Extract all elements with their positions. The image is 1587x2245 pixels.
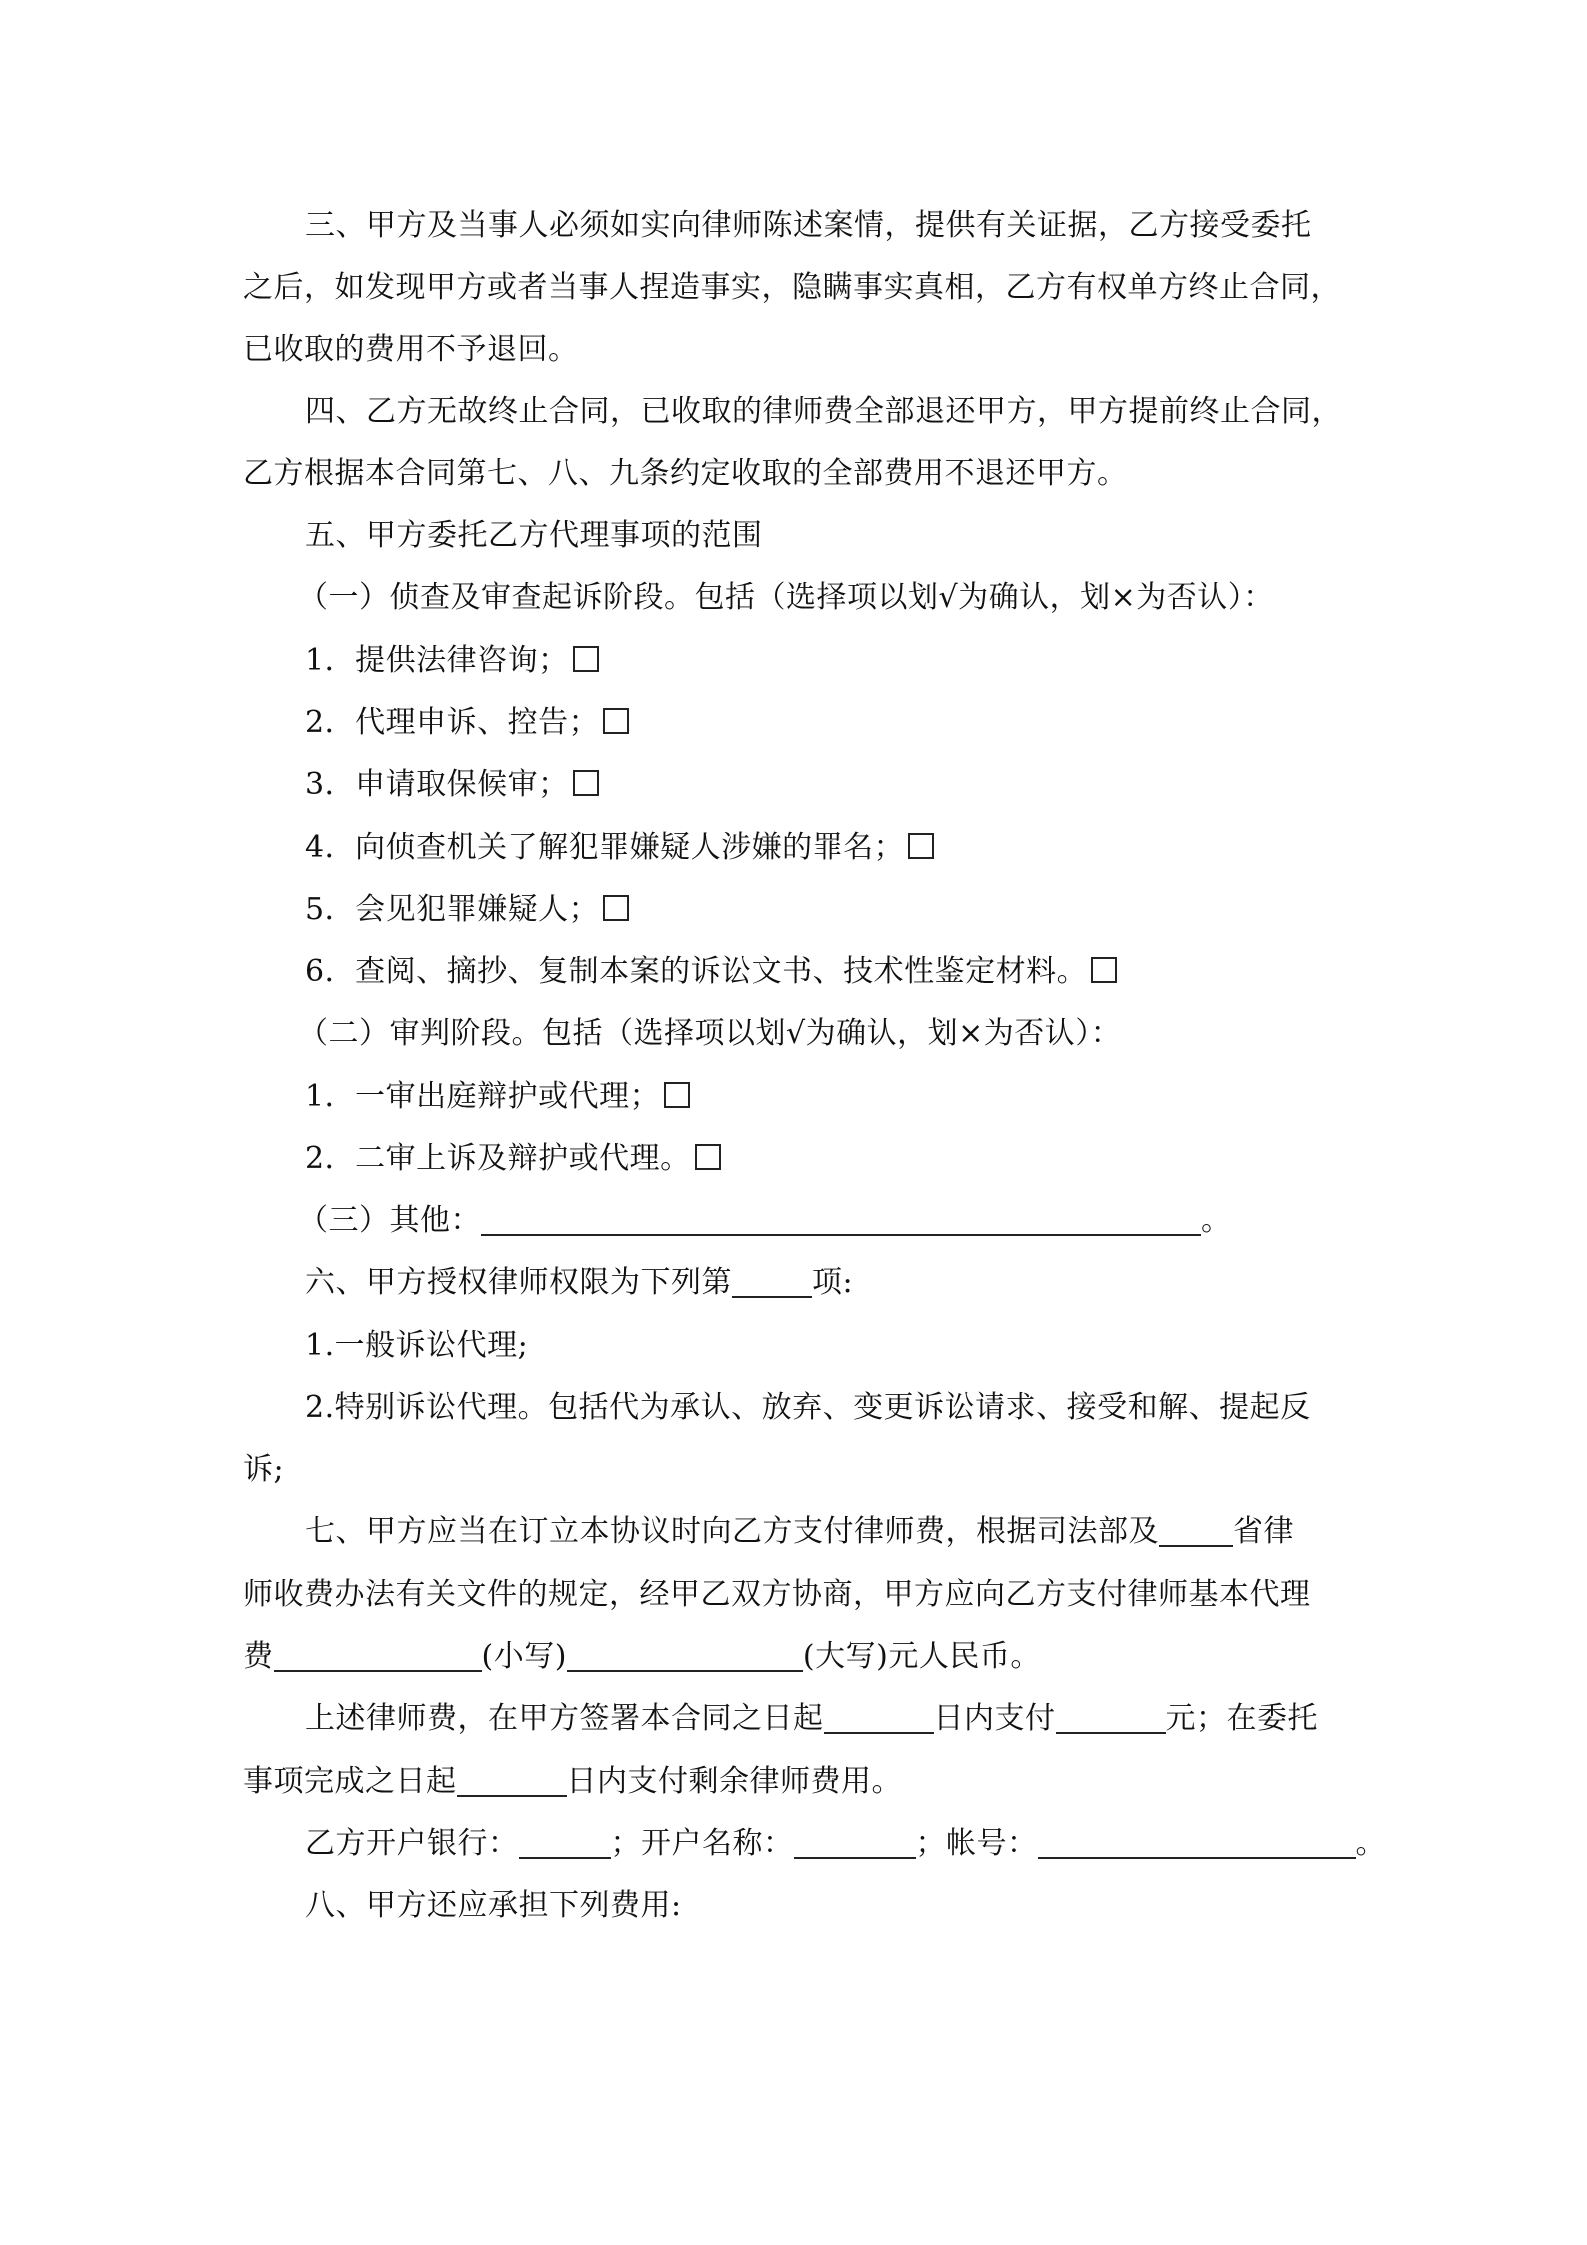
payment-amount-field[interactable] (1056, 1702, 1166, 1734)
account-number-field[interactable] (1038, 1827, 1356, 1859)
clause7-line3 (243, 1637, 1041, 1677)
clause7-line1-post: 省律 (1233, 1514, 1294, 1549)
clause7-line2: 师收费办法有关文件的规定，经甲乙双方协商，甲方应向乙方支付律师基本代理 (243, 1577, 1311, 1612)
checkbox-icon[interactable] (573, 770, 599, 796)
clause6-pre: 六、甲方授权律师权限为下列第 (305, 1265, 732, 1300)
part1-item-2-text: 2．代理申诉、控告； (305, 705, 600, 740)
part2-item-2-text: 2．二审上诉及辩护或代理。 (305, 1141, 691, 1176)
remaining-days-field[interactable] (457, 1765, 567, 1797)
part2-item-1 (305, 1077, 690, 1117)
checkbox-icon[interactable] (603, 708, 629, 734)
authority-blank-field[interactable] (732, 1266, 812, 1298)
part2-item-1-text: 1．一审出庭辩护或代理； (305, 1079, 661, 1114)
clause4-line1: 四、乙方无故终止合同，已收取的律师费全部退还甲方，甲方提前终止合同， (305, 394, 1342, 429)
payment-line2-b: 日内支付剩余律师费用。 (566, 1764, 902, 1799)
part3-other (298, 1201, 1232, 1241)
account-name-field[interactable] (794, 1827, 916, 1859)
clause7-line1-pre: 七、甲方应当在订立本协议时向乙方支付律师费，根据司法部及 (305, 1514, 1159, 1549)
lowercase-label: (小写) (481, 1639, 567, 1674)
clause7-line1 (305, 1512, 1294, 1552)
checkbox-icon[interactable] (695, 1144, 721, 1170)
bank-line (305, 1824, 1386, 1864)
part3-end: 。 (1201, 1203, 1232, 1238)
part1-item-3-text: 3．申请取保候审； (305, 767, 569, 802)
clause5-title: 五、甲方委托乙方代理事项的范围 (305, 518, 763, 553)
part1-item-4 (305, 828, 934, 868)
part1-heading: （一）侦查及审查起诉阶段。包括（选择项以划√为确认，划×为否认）： (298, 580, 1274, 615)
payment-line1-b: 日内支付 (933, 1701, 1056, 1736)
account-number-label: ；帐号： (915, 1826, 1038, 1861)
clause6-item1: 1.一般诉讼代理; (305, 1328, 529, 1363)
payment-line1-a: 上述律师费，在甲方签署本合同之日起 (305, 1701, 824, 1736)
payment-line1-c: 元；在委托 (1165, 1701, 1318, 1736)
clause3-line2: 之后，如发现甲方或者当事人捏造事实，隐瞒事实真相，乙方有权单方终止合同， (243, 270, 1341, 305)
part1-item-5-text: 5．会见犯罪嫌疑人； (305, 892, 600, 927)
payment-line2-a: 事项完成之日起 (243, 1764, 457, 1799)
bank-end: 。 (1355, 1826, 1386, 1861)
part1-item-5 (305, 890, 629, 930)
checkbox-icon[interactable] (1091, 957, 1117, 983)
payment-line1 (305, 1699, 1318, 1739)
bank-label: 乙方开户银行： (305, 1826, 519, 1861)
part2-heading: （二）审判阶段。包括（选择项以划√为确认，划×为否认）： (298, 1016, 1122, 1051)
other-blank-field[interactable] (481, 1204, 1201, 1236)
clause3-line1: 三、甲方及当事人必须如实向律师陈述案情，提供有关证据，乙方接受委托 (305, 208, 1312, 243)
clause6-title (305, 1263, 853, 1303)
clause6-post: 项: (812, 1265, 854, 1300)
checkbox-icon[interactable] (573, 646, 599, 672)
clause8-title: 八、甲方还应承担下列费用: (305, 1888, 682, 1923)
checkbox-icon[interactable] (603, 895, 629, 921)
payment-days-field[interactable] (824, 1702, 934, 1734)
fee-lowercase-field[interactable] (274, 1640, 482, 1672)
clause3-line3: 已收取的费用不予退回。 (243, 332, 579, 367)
fee-uppercase-field[interactable] (567, 1640, 803, 1672)
part1-item-2 (305, 703, 629, 743)
part1-item-6 (305, 952, 1117, 992)
part1-item-6-text: 6．查阅、摘抄、复制本案的诉讼文书、技术性鉴定材料。 (305, 954, 1088, 989)
province-blank-field[interactable] (1159, 1515, 1233, 1547)
account-name-label: ；开户名称： (610, 1826, 794, 1861)
uppercase-label: (大写)元人民币。 (802, 1639, 1041, 1674)
part3-label: （三）其他： (298, 1203, 481, 1238)
clause6-item2-line1: 2.特别诉讼代理。包括代为承认、放弃、变更诉讼请求、接受和解、提起反 (305, 1390, 1311, 1425)
clause6-item2-line2: 诉; (243, 1452, 285, 1487)
clause4-line2: 乙方根据本合同第七、八、九条约定收取的全部费用不退还甲方。 (243, 456, 1128, 491)
bank-name-field[interactable] (519, 1827, 611, 1859)
part1-item-4-text: 4．向侦查机关了解犯罪嫌疑人涉嫌的罪名； (305, 830, 905, 865)
part1-item-3 (305, 765, 599, 805)
payment-line2 (243, 1762, 902, 1802)
checkbox-icon[interactable] (664, 1082, 690, 1108)
checkbox-icon[interactable] (908, 833, 934, 859)
fee-label: 费 (243, 1639, 274, 1674)
part1-item-1 (305, 641, 599, 681)
part1-item-1-text: 1．提供法律咨询； (305, 643, 569, 678)
part2-item-2 (305, 1139, 721, 1179)
